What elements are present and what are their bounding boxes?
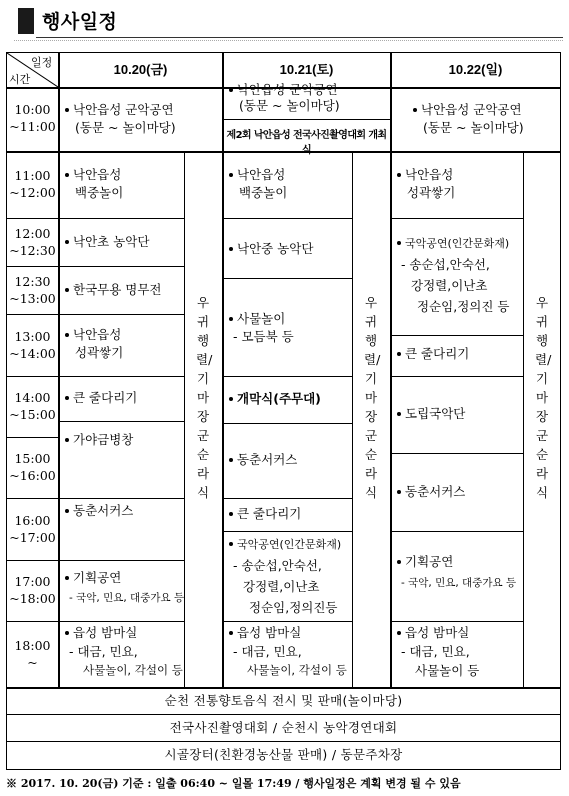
event-title: 읍성 밤마실 [73,625,138,640]
event-cell [407,101,524,137]
row-rule [58,376,184,377]
event-detail: 성곽쌓기 [407,185,456,200]
event-cell [59,431,133,449]
bullet-icon [229,317,233,321]
event-detail: - 국악, 민요, 대중가요 등 [69,592,185,604]
col-rule [184,151,185,687]
side-event-vertical: 우귀행렬/기마장군순라식 [196,295,213,500]
bullet-icon [229,512,233,516]
bullet-icon [397,412,401,416]
bullet-icon [229,173,233,177]
day-header: 10.22(일) [448,62,503,77]
bullet-icon [65,240,69,244]
event-cell [223,240,313,258]
bullet-icon [65,108,69,112]
row-rule [7,621,58,622]
event-detail: 강정렬,이난초 [411,278,488,293]
time-slot [7,273,58,307]
event-title: 동춘서커스 [405,484,466,499]
corner-time-label: 시간 [9,73,31,86]
page-title: 행사일정 [42,11,118,33]
event-title: 기획공연 [73,570,122,585]
event-cell [223,82,340,114]
side-event-vertical: 우귀행렬/기마장군순라식 [364,295,381,500]
title-bar [6,4,563,36]
event-cell [391,233,509,317]
bottom-event-row: 순천 전통향토음식 전시 및 판매(놀이마당) [164,693,403,708]
event-title: 낙안읍성 군악공연 [421,102,522,117]
row-rule [390,218,523,219]
event-title: 큰 줄다리기 [405,346,470,361]
row-rule [58,621,184,622]
row-rule [222,278,352,279]
time-slot [7,328,58,362]
row-rule [7,560,58,561]
bullet-icon [229,397,233,401]
time-end: ~14:00 [9,346,56,361]
event-detail: 정순임,정의진 등 [417,299,510,314]
event-cell [59,233,149,251]
time-start: 12:00 [14,226,51,241]
event-title: 낙안읍성 [73,167,122,182]
row-rule [222,498,352,499]
row-rule [7,498,58,499]
row-rule [7,437,58,438]
event-title: 낙안초 농악단 [73,234,150,249]
event-detail: - 모듬북 등 [233,329,294,344]
row-rule [58,314,184,315]
row-rule [390,453,523,454]
row-rule [58,421,184,422]
bullet-icon [65,396,69,400]
bullet-icon [229,631,233,635]
col-rule [352,151,353,687]
col-rule [523,151,524,687]
row-rule [58,498,184,499]
event-detail: - 대금, 민요, [69,644,138,659]
bullet-icon [65,509,69,513]
event-detail: 사물놀이, 각설이 등 [83,663,183,677]
bottom-event-row: 전국사진촬영대회 / 순천시 농악경연대회 [169,720,398,735]
time-slot [7,450,58,484]
row-rule [7,314,58,315]
time-start: 11:00 [14,168,51,183]
title-marker [18,8,34,34]
title-underline [36,37,563,38]
event-title: 낙안읍성 [405,167,454,182]
event-title: 기획공연 [405,554,454,569]
row-rule [390,531,523,532]
event-cell [223,623,347,680]
event-title: 한국무용 명무전 [73,282,162,297]
event-title: 동춘서커스 [73,503,134,518]
time-slot [7,573,58,607]
event-detail: 강정렬,이난초 [243,579,320,594]
event-cell [223,505,301,523]
time-start: 12:30 [14,274,51,289]
event-detail: - 송순섭,안숙선, [233,558,322,573]
footnote: ※ 2017. 10. 20(금) 기준 : 일출 06:40 ~ 일몰 17:49 / 행사일정은 계획 변경 될 수 있음 [6,777,461,790]
event-cell [59,623,183,680]
event-title: 읍성 밤마실 [237,625,302,640]
time-start: 13:00 [14,329,51,344]
event-cell [223,166,287,202]
bullet-icon [65,438,69,442]
event-title: 낙안읍성 군악공연 [237,82,338,97]
event-title: 사물놀이 [237,311,286,326]
time-end: ~ [27,655,38,670]
time-start: 16:00 [14,513,51,528]
event-cell [391,483,465,501]
time-slot [7,167,58,201]
event-title: 동춘서커스 [237,452,298,467]
time-start: 10:00 [14,102,51,117]
event-cell [59,502,133,520]
row-rule [7,218,58,219]
time-start: 15:00 [14,451,51,466]
event-cell [59,281,162,299]
event-title: 가야금병창 [73,432,134,447]
side-event-vertical: 우귀행렬/기마장군순라식 [535,295,552,500]
event-detail: 사물놀이 등 [415,663,480,678]
row-rule [390,376,523,377]
event-cell [391,166,455,202]
bullet-icon [65,288,69,292]
event-cell [391,553,516,595]
event-detail: - 국악, 민요, 대중가요 등 [401,577,517,589]
event-detail: - 송순섭,안숙선, [401,257,490,272]
bullet-icon [397,173,401,177]
day-header: 10.20(금) [113,62,168,77]
bullet-icon [229,247,233,251]
row-rule [7,266,58,267]
day-header: 10.21(토) [279,62,334,77]
row-rule [222,621,352,622]
row-rule [58,560,184,561]
time-end: ~15:00 [9,407,56,422]
row-rule [58,218,184,219]
event-detail: 성곽쌓기 [75,345,124,360]
row-rule [222,423,352,424]
event-title: 낙안읍성 [73,327,122,342]
event-detail: 사물놀이, 각설이 등 [247,663,347,677]
time-end: ~17:00 [9,530,56,545]
time-end: ~12:00 [9,185,56,200]
bullet-icon [65,333,69,337]
time-end: ~12:30 [9,243,56,258]
time-start: 17:00 [14,574,51,589]
time-slot [7,389,58,423]
row-rule [390,335,523,336]
event-title: 읍성 밤마실 [405,625,470,640]
time-start: 18:00 [14,638,51,653]
bullet-icon [397,560,401,564]
event-detail: 정순임,정의진등 [249,600,338,615]
event-title: 개막식(주무대) [237,391,321,406]
event-cell [59,326,123,362]
event-title: 큰 줄다리기 [73,390,138,405]
event-detail: - 대금, 민요, [401,644,470,659]
bottom-event-row: 시골장터(친환경농산물 판매) / 동문주차장 [164,747,403,762]
bullet-icon [65,631,69,635]
bullet-icon [65,576,69,580]
time-end: ~13:00 [9,291,56,306]
event-title: 도립국악단 [405,406,466,421]
row-rule [222,218,352,219]
event-cell [59,569,184,609]
row-rule [7,376,58,377]
bullet-icon [397,241,401,245]
title-dotted-line [14,40,563,41]
bullet-icon [413,108,417,112]
event-detail: 백중놀이 [75,185,124,200]
bullet-icon [65,173,69,177]
time-slot [7,512,58,546]
event-cell [223,534,341,618]
schedule-table [6,52,561,770]
event-cell [223,451,297,469]
event-cell [391,345,469,363]
event-title: 낙안읍성 [237,167,286,182]
time-end: ~16:00 [9,468,56,483]
bullet-icon [397,352,401,356]
event-detail: (동문 ~ 놀이마당) [75,120,176,135]
bullet-icon [229,542,233,546]
event-cell [223,390,321,408]
event-title: 국악공연(인간문화재) [237,538,342,551]
bullet-icon [397,631,401,635]
event-cell [391,623,479,680]
bullet-icon [397,490,401,494]
event-title: 국악공연(인간문화재) [405,237,510,250]
time-start: 14:00 [14,390,51,405]
corner-schedule-label: 일정 [31,56,53,69]
event-title: 낙안중 농악단 [237,241,314,256]
row-rule [58,266,184,267]
event-cell [223,310,294,346]
bullet-icon [229,88,233,92]
opening-ceremony-banner: 제2회 낙안읍성 전국사진촬영대회 개최식 [226,130,387,156]
event-detail: - 대금, 민요, [233,644,302,659]
bullet-icon [229,458,233,462]
event-title: 큰 줄다리기 [237,506,302,521]
time-slot [7,637,58,671]
time-slot [7,101,58,135]
event-cell [391,405,465,423]
row-rule [390,621,523,622]
event-cell [59,389,137,407]
event-cell [59,101,176,137]
time-slot [7,225,58,259]
event-detail: 백중놀이 [239,185,288,200]
time-end: ~11:00 [9,119,56,134]
row-rule [222,531,352,532]
time-end: ~18:00 [9,591,56,606]
row-rule [222,119,390,120]
event-detail: (동문 ~ 놀이마당) [423,120,524,135]
event-cell [59,166,123,202]
row-rule [222,376,352,377]
event-title: 낙안읍성 군악공연 [73,102,174,117]
event-detail: (동문 ~ 놀이마당) [239,98,340,113]
